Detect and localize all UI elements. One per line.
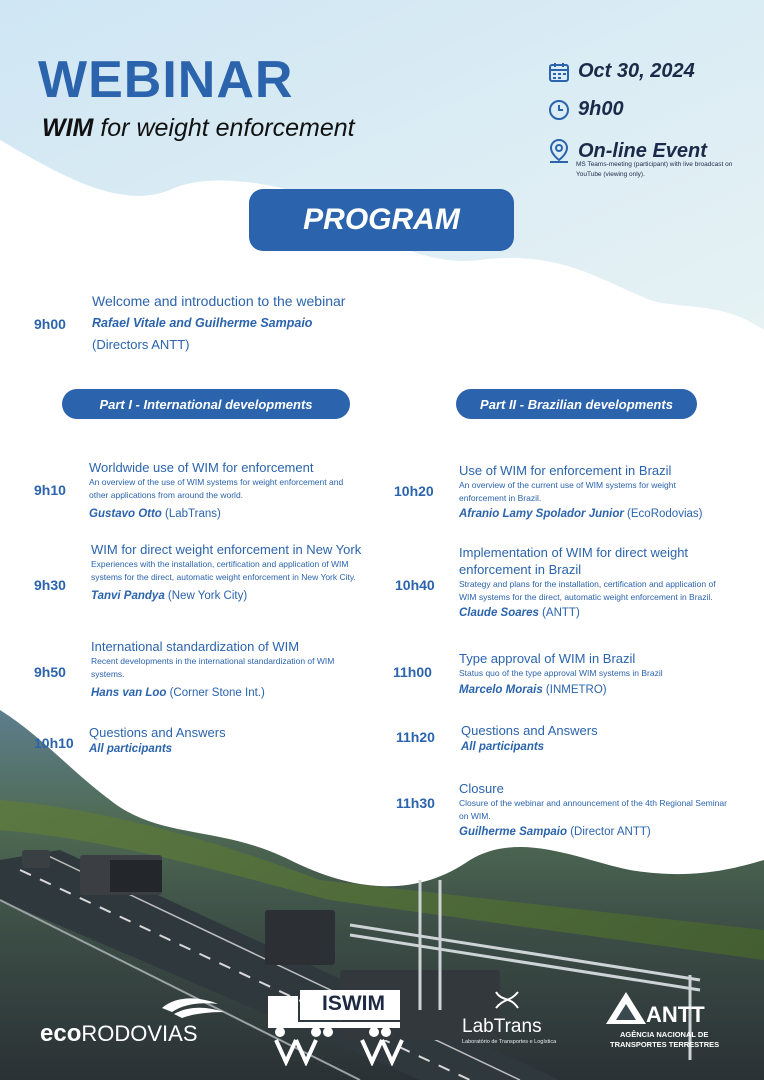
speaker-org: (Director ANTT) [567,826,651,838]
subtitle-bold: WIM [42,114,94,142]
speaker-name: All participants [461,741,545,753]
part2-item-2-title: Implementation of WIM for direct weight enforcement in Brazil [459,545,689,577]
part1-item-2-speaker [91,588,376,604]
part1-item-4-speaker [89,741,374,757]
part1-item-2-desc: Experiences with the installation, certification and application of WIM systems for the direct, automatic weight enforcement in New York City. [91,559,356,582]
part2-item-2-desc: Strategy and plans for the installation, certification and application of WIM systems for the direct, automatic weight enforcement in Brazil. [459,579,716,602]
date-text: Oct 30, 2024 [578,60,695,82]
iswim-logo [266,988,404,1066]
part2-item-3-desc: Status quo of the type approval WIM systems in Brazil [459,668,663,678]
antt-triangle-icon [604,990,648,1026]
speaker-org: (LabTrans) [161,508,221,520]
eco-prefix: eco [40,1020,82,1047]
speaker-name: Hans van Loo [91,687,167,699]
event-location [548,138,733,178]
car [22,850,50,868]
labtrans-subtext: Laboratório de Transportes e Logística [462,1039,557,1045]
webinar-subtitle [42,114,355,143]
speaker-org: (EcoRodovias) [623,508,703,520]
part2-item-3-title: Type approval of WIM in Brazil [459,651,636,666]
part2-item-2 [459,544,719,621]
program-banner: PROGRAM [249,189,514,251]
rodovias-text: RODOVIAS [81,1021,198,1046]
antt-subtext-2: TRANSPORTES TERRESTRES [610,1040,720,1049]
welcome-speakers: Rafael Vitale and Guilherme Sampaio [92,316,313,330]
part1-item-2-title: WIM for direct weight enforcement in New York [91,542,362,557]
speaker-org: (INMETRO) [542,683,607,696]
part1-item-1-speaker [89,506,369,522]
part2-item-5-time: 11h30 [396,795,435,811]
calendar-icon [548,61,570,83]
part2-item-1-speaker [459,506,739,522]
labtrans-mark-icon [492,988,522,1012]
part1-item-2 [91,541,376,604]
part2-item-4 [461,722,721,755]
speaker-name: Marcelo Morais [459,683,543,696]
speaker-name: Afranio Lamy Spolador Junior [459,508,624,520]
part2-item-1-title: Use of WIM for enforcement in Brazil [459,463,672,478]
speaker-name: Claude Soares [459,607,539,619]
part2-item-1-time: 10h20 [394,483,434,499]
speaker-org: (Corner Stone Int.) [166,687,265,699]
part1-item-1-title: Worldwide use of WIM for enforcement [89,460,314,475]
part2-item-1-desc: An overview of the current use of WIM systems for weight enforcement in Brazil. [459,480,676,503]
event-date [548,60,695,83]
speaker-org: (New York City) [164,590,248,602]
part1-item-4 [89,724,374,757]
clock-icon [548,99,570,121]
part1-item-2-time: 9h30 [34,577,66,593]
part1-item-4-time: 10h10 [34,735,74,751]
part1-item-1-desc: An overview of the use of WIM systems for weight enforcement and other applications from around the world. [89,477,344,500]
part2-item-3-speaker [459,682,739,698]
part2-item-4-title: Questions and Answers [461,723,598,738]
antt-text: ANTT [646,1002,705,1027]
part2-item-1 [459,462,739,522]
antt-subtext-1: AGÊNCIA NACIONAL DE [620,1030,709,1039]
event-description: MS Teams-meeting (participant) with live broadcast on YouTube (viewing only). [576,161,733,178]
part1-item-3-desc: Recent developments in the international standardization of WIM systems. [91,656,335,679]
part2-item-3-time: 11h00 [393,664,432,680]
speaker-org: (ANTT) [538,607,580,619]
part2-item-5 [459,780,739,840]
part1-item-1 [89,459,369,522]
part1-item-4-title: Questions and Answers [89,725,226,740]
part2-item-4-time: 11h20 [396,729,435,745]
welcome-time: 9h00 [34,316,66,332]
labtrans-text: LabTrans [462,1016,542,1037]
part2-item-3 [459,650,739,698]
speaker-name: Tanvi Pandya [91,590,165,602]
part2-item-5-desc: Closure of the webinar and announcement of the 4th Regional Seminar on WIM. [459,798,727,821]
welcome-title: Welcome and introduction to the webinar [92,293,346,309]
part1-item-3-speaker [91,685,376,701]
time-text: 9h00 [578,98,624,120]
part2-item-2-speaker [459,605,719,621]
iswim-text: ISWIM [322,992,385,1015]
welcome-block [92,290,392,356]
event-time [548,98,624,121]
truck-2 [265,910,335,965]
ecorodovias-mark-icon [158,994,228,1020]
part1-header: Part I - International developments [62,389,350,419]
webinar-title: WEBINAR [38,51,294,109]
part2-item-5-speaker [459,824,739,840]
event-title: On-line Event [578,139,707,162]
part1-item-1-time: 9h10 [34,482,66,498]
labtrans-logo [462,988,562,1045]
location-pin-icon [548,138,570,164]
part1-item-3 [91,638,376,701]
part2-header: Part II - Brazilian developments [456,389,697,419]
speaker-name: Gustavo Otto [89,508,162,520]
part2-item-2-time: 10h40 [395,577,435,593]
part2-item-5-title: Closure [459,781,504,796]
welcome-affiliation: (Directors ANTT) [92,337,190,352]
part1-item-3-title: International standardization of WIM [91,639,300,654]
part2-item-4-speaker [461,739,721,755]
subtitle-rest: for weight enforcement [93,114,355,142]
truck-1-trailer [110,860,162,892]
speaker-name: All participants [89,743,173,755]
ecorodovias-wordmark [40,1020,198,1048]
part1-item-3-time: 9h50 [34,664,66,680]
speaker-name: Guilherme Sampaio [459,826,568,838]
